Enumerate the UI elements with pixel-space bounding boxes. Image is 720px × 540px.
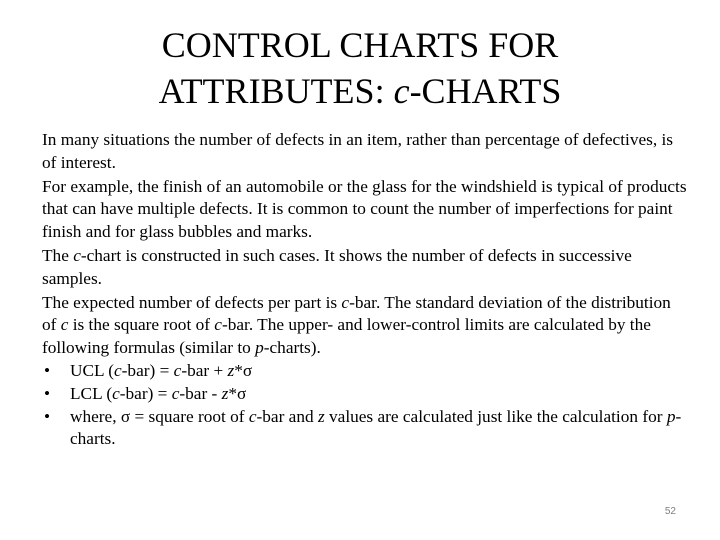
title-line-2-suffix: -CHARTS xyxy=(409,71,562,111)
paragraph-example: For example, the finish of an automobile or the glass for the windshield is typical of products that can have multiple defects. It is common to count the number of imperfections for paint finish and for glass bubbles and marks. xyxy=(42,176,687,242)
title-line-1: CONTROL CHARTS FOR xyxy=(161,25,559,65)
slide-title xyxy=(60,22,660,114)
bullet-ucl-formula: • UCL (c-bar) = c-bar + z*σ xyxy=(42,360,687,383)
formula-list xyxy=(42,360,687,451)
title-line-2-prefix: ATTRIBUTES: xyxy=(158,71,394,111)
title-line-2 xyxy=(159,71,562,111)
title-line-2-italic: c xyxy=(393,71,410,111)
slide-body xyxy=(42,129,687,451)
paragraph-expected-defects: The expected number of defects per part is c-bar. The standard deviation of the distribution of c is the square root of c-bar. The upper- and lower-control limits are calculated by the following formulas (similar to p-charts). xyxy=(42,292,671,358)
paragraph-c-chart: The c-chart is constructed in such cases. It shows the number of defects in successive samples. xyxy=(42,245,632,288)
paragraph-defects-intro: In many situations the number of defects in an item, rather than percentage of defectives, is of interest. xyxy=(42,130,674,172)
page-number: 52 xyxy=(664,506,676,517)
bullet-lcl-formula: • LCL (c-bar) = c-bar - z*σ xyxy=(42,383,687,406)
bullet-where-sigma: • where, σ = square root of c-bar and z values are calculated just like the calculation for p-charts. xyxy=(42,406,687,452)
